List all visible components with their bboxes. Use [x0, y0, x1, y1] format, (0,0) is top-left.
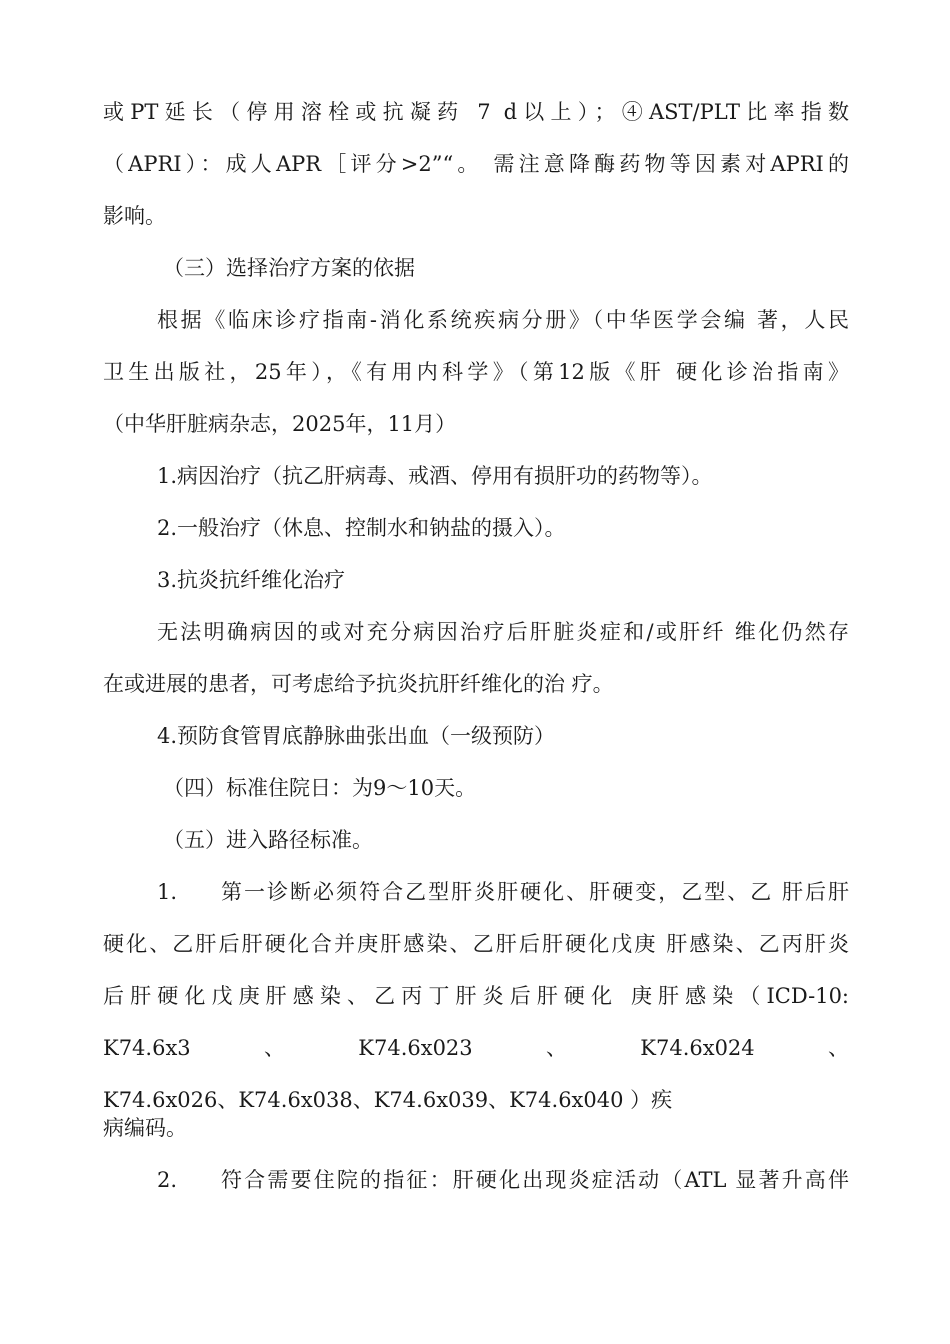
icd-code: K74.6x023 — [358, 1036, 473, 1060]
section-heading: （四）标准住院日：为9〜10天。 — [163, 776, 477, 800]
section-heading: （三）选择治疗方案的依据 — [163, 256, 415, 280]
item-number: 2. — [157, 1168, 178, 1192]
text-line: 在或进展的患者，可考虑给予抗炎抗肝纤维化的治 疗。 — [103, 672, 614, 696]
list-item: 1.病因治疗（抗乙肝病毒、戒酒、停用有损肝功的药物等）。 — [157, 464, 713, 488]
list-item — [157, 878, 849, 906]
list-item: 3.抗炎抗纤维化治疗 — [157, 568, 346, 592]
text-line: 病编码。 — [103, 1116, 187, 1140]
separator: 、 — [545, 1036, 567, 1060]
item-text: 第一诊断必须符合乙型肝炎肝硬化、肝硬变，乙型、乙 肝后肝 — [221, 880, 849, 904]
list-item — [157, 1166, 849, 1194]
text-line: K74.6x026、K74.6x038、K74.6x039、K74.6x040 ）疾 — [103, 1088, 673, 1112]
icd-code: K74.6x3 — [103, 1036, 191, 1060]
text-line: （APRI）：成人APR［评分>2”“。 需注意降酶药物等因素对APRI的 — [103, 152, 849, 176]
list-item: 4.预防食管胃底静脉曲张出血（一级预防） — [157, 724, 556, 748]
text-line: 或PT延长（停用溶栓或抗凝药 7 d以上）；④AST/PLT比率指数 — [103, 100, 849, 124]
icd-code-row — [103, 1034, 849, 1062]
separator: 、 — [263, 1036, 285, 1060]
text-line: 根据《临床诊疗指南-消化系统疾病分册》（中华医学会编 著，人民 — [157, 308, 849, 332]
text-line: （中华肝脏病杂志，2025年，11月） — [103, 412, 457, 436]
text-line: 后肝硬化戊庚肝感染、乙丙丁肝炎后肝硬化 庚肝感染（ICD-10: — [103, 984, 849, 1008]
text-line: 影响。 — [103, 204, 166, 228]
section-heading: （五）进入路径标准。 — [163, 828, 373, 852]
text-line: 硬化、乙肝后肝硬化合并庚肝感染、乙肝后肝硬化戊庚 肝感染、乙丙肝炎 — [103, 932, 849, 956]
item-number: 1. — [157, 880, 178, 904]
separator: 、 — [827, 1036, 849, 1060]
icd-code: K74.6x024 — [640, 1036, 755, 1060]
text-line: 卫生出版社，25年），《有用内科学》（第12版《肝 硬化诊治指南》 — [103, 360, 849, 384]
text-line: 无法明确病因的或对充分病因治疗后肝脏炎症和/或肝纤 维化仍然存 — [157, 620, 849, 644]
item-text: 符合需要住院的指征：肝硬化出现炎症活动（ATL 显著升高伴 — [221, 1168, 849, 1192]
list-item: 2.一般治疗（休息、控制水和钠盐的摄入）。 — [157, 516, 566, 540]
